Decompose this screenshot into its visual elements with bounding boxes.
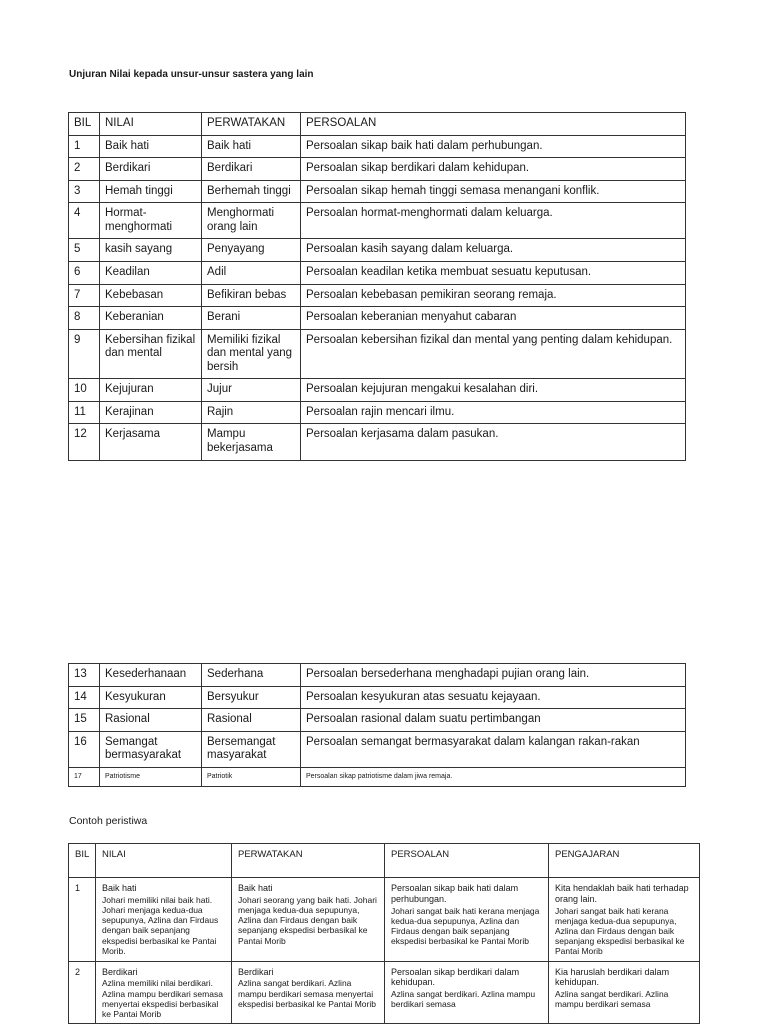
table-cell: 17	[69, 767, 100, 786]
table-cell: Kesyukuran	[100, 686, 202, 709]
table-cell: 9	[69, 329, 100, 379]
cell-description: Azlina sangat berdikari. Azlina mampu berdikari semasa	[555, 989, 669, 1010]
cell-description: Johari sangat baik hati kerana menjaga kedua-dua sepupunya, Azlina dan Firdaus dengan baik sepanjang ekspedisi berbasikal ke Pantai Morib	[391, 905, 540, 947]
table-row	[69, 709, 686, 732]
table-cell: Kebebasan	[100, 284, 202, 307]
table-cell: Persoalan hormat-menghormati dalam keluarga.	[301, 203, 686, 239]
cell-heading: Baik hati	[102, 883, 137, 893]
table-cell: 5	[69, 239, 100, 262]
examples-table-body	[69, 844, 700, 1024]
table-row	[69, 261, 686, 284]
table-row	[69, 158, 686, 181]
values-table-continued	[68, 663, 686, 787]
table-cell: Persoalan kebersihan fizikal dan mental yang penting dalam kehidupan.	[301, 329, 686, 379]
table-cell: Persoalan sikap hemah tinggi semasa menangani konflik.	[301, 180, 686, 203]
table-cell: Persoalan kerjasama dalam pasukan.	[301, 424, 686, 460]
column-header: NILAI	[96, 844, 232, 878]
cell-description: Johari seorang yang baik hati. Johari menjaga kedua-dua sepupunya, Azlina dan Firdaus dengan baik sepanjang ekspedisi berbasikal ke Pantai Morib	[238, 894, 377, 946]
table-cell: Persoalan keadilan ketika membuat sesuatu keputusan.	[301, 261, 686, 284]
table-cell: Persoalan kejujuran mengakui kesalahan diri.	[301, 379, 686, 402]
table-cell: Sederhana	[202, 664, 301, 687]
column-header: PERSOALAN	[385, 844, 549, 878]
table-cell: 15	[69, 709, 100, 732]
table-cell: Adil	[202, 261, 301, 284]
table-cell: Semangat bermasyarakat	[100, 731, 202, 767]
table-cell: Kerjasama	[100, 424, 202, 460]
column-header: PENGAJARAN	[549, 844, 700, 878]
table-cell: Memiliki fizikal dan mental yang bersih	[202, 329, 301, 379]
table-cell: Rasional	[202, 709, 301, 732]
row-number: 1	[69, 878, 96, 962]
table-cell: Persoalan rasional dalam suatu pertimbangan	[301, 709, 686, 732]
table-cell: Persoalan sikap baik hati dalam perhubungan.	[301, 135, 686, 158]
row-number: 2	[69, 961, 96, 1024]
table-row	[69, 239, 686, 262]
table-cell: Persoalan kesyukuran atas sesuatu kejayaan.	[301, 686, 686, 709]
table-cell: Persoalan sikap berdikari dalam kehidupan.	[301, 158, 686, 181]
table-cell: Baik hati	[100, 135, 202, 158]
table-cell: Persoalan rajin mencari ilmu.	[301, 401, 686, 424]
table-cell: 16	[69, 731, 100, 767]
table-cell: 13	[69, 664, 100, 687]
table-cell: 2	[69, 158, 100, 181]
table-cell: Rajin	[202, 401, 301, 424]
table-cell: Berdikari	[202, 158, 301, 181]
table-cell: Persoalan keberanian menyahut cabaran	[301, 307, 686, 330]
table-cell	[549, 878, 700, 962]
table-cell: Penyayang	[202, 239, 301, 262]
table-row	[69, 307, 686, 330]
table-cell: 4	[69, 203, 100, 239]
table-cell: Kerajinan	[100, 401, 202, 424]
table-cell: 7	[69, 284, 100, 307]
table-cell: kasih sayang	[100, 239, 202, 262]
examples-caption: Contoh peristiwa	[69, 815, 148, 827]
values-table-body	[69, 113, 686, 461]
table-cell: Persoalan semangat bermasyarakat dalam kalangan rakan-rakan	[301, 731, 686, 767]
table-cell: Berdikari	[100, 158, 202, 181]
table-cell	[232, 961, 385, 1024]
cell-description: Azlina sangat berdikari. Azlina mampu berdikari semasa	[391, 989, 536, 1010]
table-cell: 12	[69, 424, 100, 460]
table-row	[69, 329, 686, 379]
table-cell: Kesederhanaan	[100, 664, 202, 687]
table-cell	[232, 878, 385, 962]
table-cell: Berani	[202, 307, 301, 330]
table-cell: Persoalan bersederhana menghadapi pujian orang lain.	[301, 664, 686, 687]
table-cell: Jujur	[202, 379, 301, 402]
column-header: PERWATAKAN	[202, 113, 301, 136]
table-row	[69, 731, 686, 767]
table-cell: Patriotik	[202, 767, 301, 786]
column-header: BIL	[69, 844, 96, 878]
table-header-row	[69, 113, 686, 136]
cell-heading: Baik hati	[238, 883, 273, 893]
page-title: Unjuran Nilai kepada unsur-unsur sastera yang lain	[69, 69, 314, 80]
table-cell: 10	[69, 379, 100, 402]
table-row	[69, 379, 686, 402]
table-row	[69, 284, 686, 307]
table-cell: Baik hati	[202, 135, 301, 158]
values-table-continued-body	[69, 664, 686, 787]
table-cell: Kejujuran	[100, 379, 202, 402]
column-header: PERSOALAN	[301, 113, 686, 136]
cell-heading: Kia haruslah berdikari dalam kehidupan.	[555, 966, 670, 988]
table-cell	[96, 878, 232, 962]
table-cell: Kebersihan fizikal dan mental	[100, 329, 202, 379]
table-row	[69, 686, 686, 709]
cell-description: Johari sangat baik hati kerana menjaga kedua-dua sepupunya, Azlina dan Firdaus dengan baik sepanjang ekspedisi berbasikal ke Pantai Morib	[555, 905, 685, 957]
table-cell: Persoalan kasih sayang dalam keluarga.	[301, 239, 686, 262]
table-cell: Mampu bekerjasama	[202, 424, 301, 460]
table-cell: Patriotisme	[100, 767, 202, 786]
table-cell: Hormat-menghormati	[100, 203, 202, 239]
cell-description: Johari memiliki nilai baik hati. Johari menjaga kedua-dua sepupunya, Azlina dan Firdaus dengan baik sepanjang ekspedisi berbasikal ke Pantai Morib.	[102, 894, 219, 956]
table-row	[69, 135, 686, 158]
table-cell: Rasional	[100, 709, 202, 732]
table-cell	[385, 878, 549, 962]
table-row	[69, 961, 700, 1024]
table-cell: Keberanian	[100, 307, 202, 330]
cell-heading: Persoalan sikap baik hati dalam perhubungan.	[391, 883, 519, 904]
table-cell: 8	[69, 307, 100, 330]
table-cell: Persoalan sikap patriotisme dalam jiwa remaja.	[301, 767, 686, 786]
table-cell: Befikiran bebas	[202, 284, 301, 307]
column-header: PERWATAKAN	[232, 844, 385, 878]
table-row	[69, 878, 700, 962]
cell-heading: Berdikari	[102, 966, 138, 977]
table-row	[69, 664, 686, 687]
cell-description: Azlina sangat berdikari. Azlina mampu berdikari semasa menyertai ekspedisi berbasikal ke Pantai Morib	[238, 978, 376, 1009]
table-cell: Persoalan kebebasan pemikiran seorang remaja.	[301, 284, 686, 307]
examples-table	[68, 843, 700, 1024]
table-cell: 11	[69, 401, 100, 424]
table-cell	[385, 961, 549, 1024]
cell-description: Azlina memiliki nilai berdikari. Azlina mampu berdikari semasa menyertai ekspedisi berbasikal ke Pantai Morib	[102, 978, 223, 1019]
column-header: BIL	[69, 113, 100, 136]
table-cell	[96, 961, 232, 1024]
cell-heading: Kita hendaklah baik hati terhadap orang lain.	[555, 883, 689, 904]
table-cell: Bersemangat masyarakat	[202, 731, 301, 767]
table-cell: 14	[69, 686, 100, 709]
table-cell: Hemah tinggi	[100, 180, 202, 203]
table-cell: Bersyukur	[202, 686, 301, 709]
table-cell	[549, 961, 700, 1024]
table-cell: 6	[69, 261, 100, 284]
table-row	[69, 203, 686, 239]
cell-heading: Persoalan sikap berdikari dalam kehidupan.	[391, 966, 520, 988]
table-cell: Keadilan	[100, 261, 202, 284]
table-row	[69, 401, 686, 424]
table-cell: 3	[69, 180, 100, 203]
table-row	[69, 180, 686, 203]
table-cell: 1	[69, 135, 100, 158]
table-cell: Berhemah tinggi	[202, 180, 301, 203]
table-cell: Menghormati orang lain	[202, 203, 301, 239]
table-row	[69, 424, 686, 460]
values-table	[68, 112, 686, 461]
cell-heading: Berdikari	[238, 966, 274, 977]
column-header: NILAI	[100, 113, 202, 136]
table-header-row	[69, 844, 700, 878]
table-row	[69, 767, 686, 786]
